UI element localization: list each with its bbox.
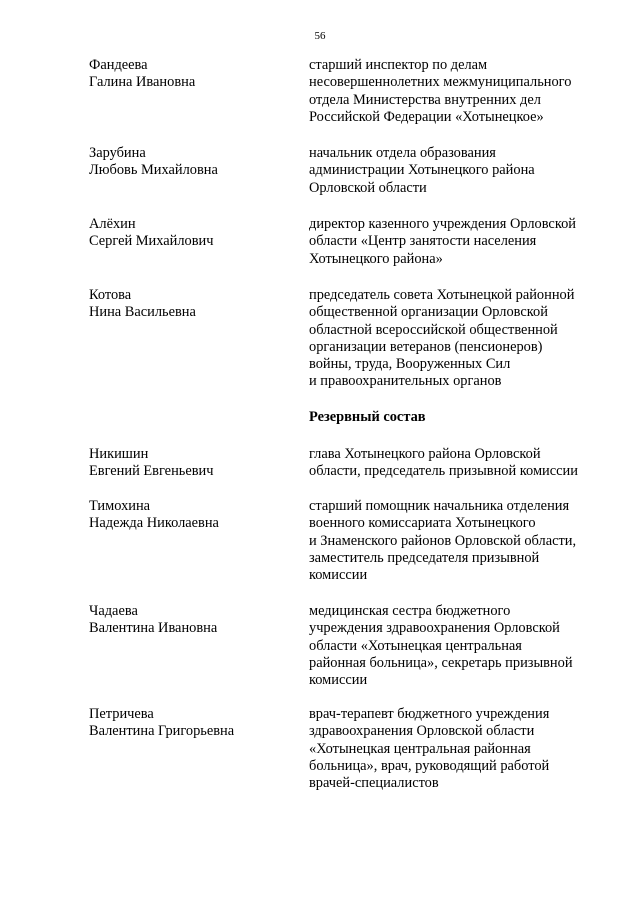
member-name: Петричева Валентина Григорьевна [89, 706, 235, 740]
member-name: Котова Нина Васильевна [89, 287, 196, 321]
member-role: начальник отдела образования администрации Хотынецкого района Орловской области [309, 145, 535, 196]
member-role: глава Хотынецкого района Орловской области, председатель призывной комиссии [309, 446, 578, 480]
member-name: Никишин Евгений Евгеньевич [89, 446, 214, 480]
member-name: Тимохина Надежда Николаевна [89, 498, 219, 532]
reserve-section-heading: Резервный состав [309, 409, 426, 425]
member-name: Чадаева Валентина Ивановна [89, 603, 218, 637]
member-role: директор казенного учреждения Орловской области «Центр занятости населения Хотынецкого района» [309, 216, 576, 267]
member-role: медицинская сестра бюджетного учреждения здравоохранения Орловской области «Хотынецкая центральная районная больница», секретарь призывной комиссии [309, 603, 573, 689]
member-role: старший помощник начальника отделения военного комиссариата Хотынецкого и Знаменского районов Орловской области, заместитель председателя призывной комиссии [309, 498, 577, 584]
member-name: Фандеева Галина Ивановна [89, 57, 196, 91]
member-name: Зарубина Любовь Михайловна [89, 145, 218, 179]
member-role: старший инспектор по делам несовершеннолетних межмуниципального отдела Министерства внутренних дел Российской Федерации «Хотынецкое» [309, 57, 572, 125]
member-role: врач-терапевт бюджетного учреждения здравоохранения Орловской области «Хотынецкая центральная районная больница», врач, руководящий работой врачей-специалистов [309, 706, 550, 792]
member-role: председатель совета Хотынецкой районной общественной организации Орловской областной всероссийской общественной организации ветеранов (пенсионеров) войны, труда, Вооруженных Сил и правоохранительных органов [309, 287, 575, 390]
page-number: 56 [314, 30, 326, 42]
member-name: Алёхин Сергей Михайлович [89, 216, 214, 250]
